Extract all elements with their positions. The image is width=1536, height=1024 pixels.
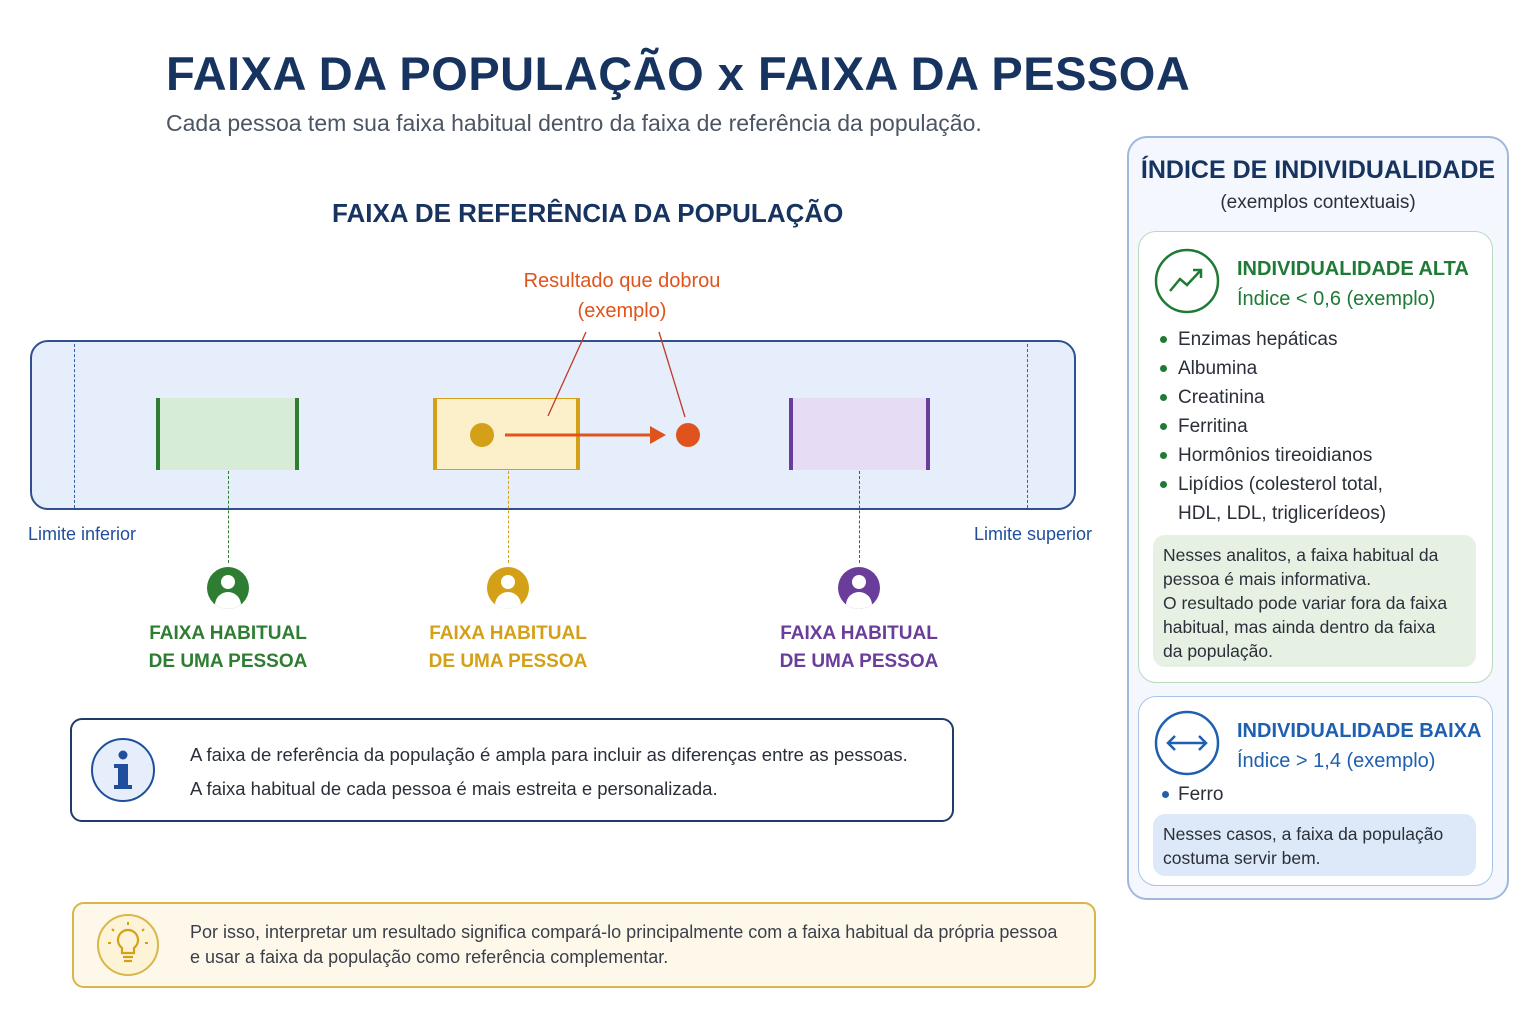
note-line: habitual, mas ainda dentro da faixa (1163, 617, 1436, 637)
page-title: FAIXA DA POPULAÇÃO x FAIXA DA PESSOA (166, 47, 1191, 100)
note-line: O resultado pode variar fora da faixa (1163, 593, 1448, 613)
person-label-yellow (398, 620, 618, 676)
panel-title: ÍNDICE DE INDIVIDUALIDADE (1140, 156, 1496, 184)
page-subtitle: Cada pessoa tem sua faixa habitual dentro da faixa de referência da população. (166, 110, 982, 136)
population-range-heading: FAIXA DE REFERÊNCIA DA POPULAÇÃO (332, 198, 844, 228)
info-box (70, 718, 954, 822)
person-icon (487, 567, 529, 609)
list-item-text: Lipídios (colesterol total, (1178, 474, 1383, 495)
high-individuality-title: INDIVIDUALIDADE ALTA (1237, 258, 1469, 280)
list-item (1160, 412, 1386, 441)
trend-up-icon (1154, 248, 1220, 314)
person-icon (838, 567, 880, 609)
high-individuality-note (1153, 535, 1476, 667)
low-individuality-note (1153, 814, 1476, 876)
list-item-text: Creatinina (1178, 387, 1265, 408)
note-line: pessoa é mais informativa. (1163, 569, 1372, 589)
person-label-green (118, 620, 338, 676)
high-individuality-index: Índice < 0,6 (exemplo) (1237, 288, 1436, 310)
list-item-text: Albumina (1178, 358, 1258, 379)
low-individuality-list (1162, 780, 1223, 809)
upper-limit-label: Limite superior (974, 524, 1093, 544)
lower-limit-label: Limite inferior (28, 524, 137, 544)
info-line1: A faixa de referência da população é ampla para incluir as diferenças entre as pessoas. (190, 744, 908, 765)
doubled-result-dot (676, 423, 700, 447)
person-label-line2: DE UMA PESSOA (428, 651, 588, 672)
list-item-text: Ferritina (1178, 416, 1248, 437)
high-individuality-list (1160, 325, 1386, 528)
leader-line-left (548, 332, 586, 416)
person-label-line2: DE UMA PESSOA (779, 651, 939, 672)
person-label-line1: FAIXA HABITUAL (429, 623, 587, 644)
leader-line-right (659, 332, 685, 417)
person-label-line2: DE UMA PESSOA (148, 651, 308, 672)
list-item (1160, 354, 1386, 383)
info-line2: A faixa habitual de cada pessoa é mais estreita e personalizada. (190, 778, 718, 799)
low-individuality-index: Índice > 1,4 (exemplo) (1237, 750, 1436, 772)
doubled-result-line1: Resultado que dobrou (523, 270, 721, 292)
person-label-line1: FAIXA HABITUAL (780, 623, 938, 644)
low-individuality-title: INDIVIDUALIDADE BAIXA (1237, 720, 1482, 742)
double-arrow-icon (1154, 710, 1220, 776)
doubled-result-line2: (exemplo) (577, 300, 667, 322)
connector-yellow (508, 471, 509, 563)
person-icon (207, 567, 249, 609)
note-line: Nesses analitos, a faixa habitual da (1163, 545, 1439, 565)
connector-purple (859, 471, 860, 563)
tip-line1: Por isso, interpretar um resultado significa compará-lo principalmente com a faixa habitual da própria pessoa (190, 922, 1058, 942)
usual-result-dot (470, 423, 494, 447)
list-item-text: HDL, LDL, triglicerídeos) (1178, 503, 1387, 524)
arrow-head (650, 426, 666, 444)
list-item-text: Hormônios tireoidianos (1178, 445, 1373, 466)
doubled-result-arrow (0, 0, 1100, 520)
list-item (1162, 780, 1223, 809)
list-item-text: Enzimas hepáticas (1178, 329, 1338, 350)
note-line: da população. (1163, 641, 1273, 661)
info-icon (90, 737, 156, 803)
lightbulb-icon (96, 913, 160, 977)
tip-line2: e usar a faixa da população como referência complementar. (190, 947, 669, 967)
connector-green (228, 471, 229, 563)
list-item (1160, 325, 1386, 354)
tip-box (72, 902, 1096, 988)
list-item (1160, 470, 1386, 499)
note-line: Nesses casos, a faixa da população (1163, 824, 1444, 844)
panel-subtitle: (exemplos contextuais) (1220, 192, 1416, 213)
person-label-purple (749, 620, 969, 676)
list-item-text: Ferro (1178, 784, 1224, 805)
note-line: costuma servir bem. (1163, 848, 1321, 868)
list-item-continuation (1160, 499, 1386, 528)
list-item (1160, 383, 1386, 412)
person-label-line1: FAIXA HABITUAL (149, 623, 307, 644)
list-item (1160, 441, 1386, 470)
